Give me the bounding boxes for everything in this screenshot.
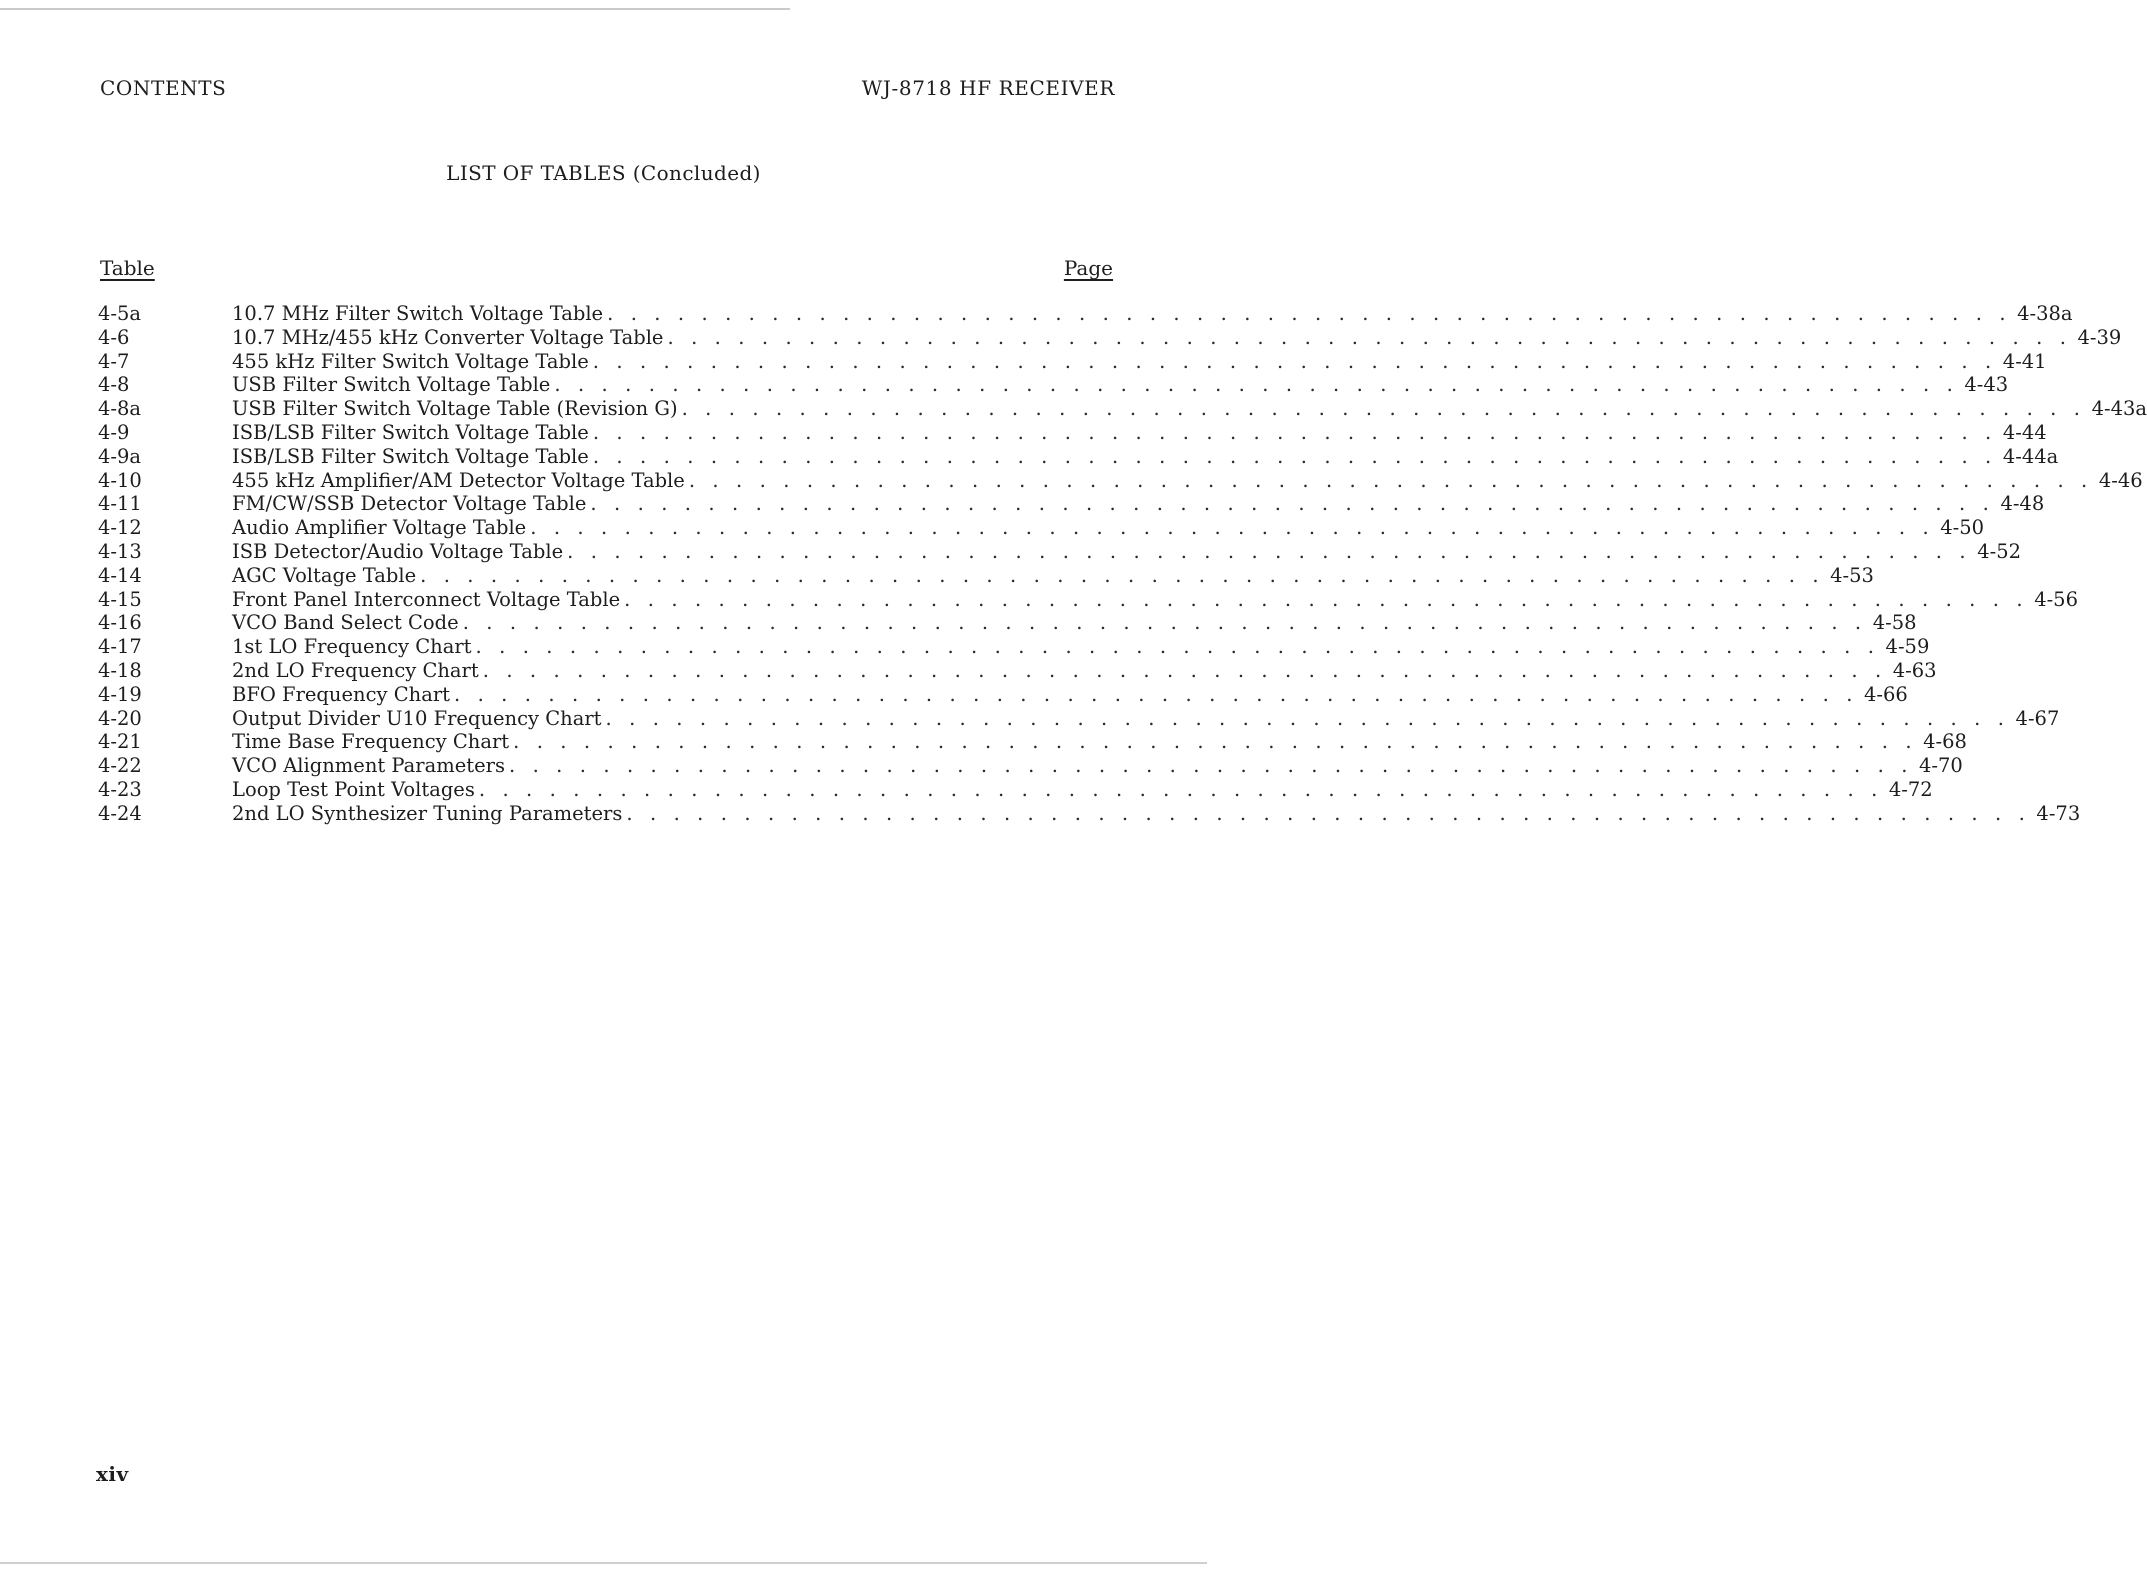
table-number: 4-9a (98, 444, 142, 468)
dot-leader: . . . . . . . . . . . . . . . . . . . . . . . . . . . . . . . . . . . . . . . . . . . . . . . . . . . . . . . . . . . . (482, 658, 1887, 682)
list-item (98, 730, 1967, 754)
list-item (98, 706, 2060, 731)
table-number: 4-15 (98, 587, 142, 611)
table-number: 4-8 (98, 373, 130, 397)
page-number: xiv (96, 1462, 129, 1486)
running-header-section: CONTENTS (100, 76, 227, 100)
list-item (98, 587, 2078, 612)
table-title: 2nd LO Synthesizer Tuning Parameters (232, 801, 623, 825)
page-reference: 4-41 (2002, 349, 2047, 373)
dot-leader: . . . . . . . . . . . . . . . . . . . . . . . . . . . . . . . . . . . . . . . . . . . . . . . . . . . . . . . . . . . . (607, 302, 2012, 325)
table-title: 10.7 MHz/455 kHz Converter Voltage Table (232, 325, 664, 349)
page-reference: 4-43a (2091, 397, 2147, 421)
dot-leader: . . . . . . . . . . . . . . . . . . . . . . . . . . . . . . . . . . . . . . . . . . . . . . . . . . . . . . . . . . . . (688, 468, 2093, 492)
list-item (98, 611, 1917, 635)
list-item (98, 302, 2073, 326)
page-reference: 4-56 (2034, 587, 2078, 611)
table-number: 4-14 (98, 563, 142, 587)
table-number: 4-19 (98, 682, 142, 706)
dot-leader: . . . . . . . . . . . . . . . . . . . . . . . . . . . . . . . . . . . . . . . . . . . . . . . . . . . . . . . . . . . . (478, 777, 1883, 801)
table-number: 4-16 (98, 611, 142, 635)
page-reference: 4-59 (1885, 635, 1930, 659)
dot-leader: . . . . . . . . . . . . . . . . . . . . . . . . . . . . . . . . . . . . . . . . . . . . . . . . . . . . . . . . . . . . (567, 539, 1972, 563)
list-title: LIST OF TABLES (Concluded) (446, 161, 761, 185)
scan-edge-bottom (0, 1562, 1207, 1564)
dot-leader: . . . . . . . . . . . . . . . . . . . . . . . . . . . . . . . . . . . . . . . . . . . . . . . . . . . . . . . . . . . . (513, 730, 1918, 754)
table-title: VCO Alignment Parameters (232, 754, 505, 778)
table-title: ISB Detector/Audio Voltage Table (232, 539, 564, 563)
page-reference: 4-50 (1940, 516, 1985, 540)
list-item (98, 539, 2022, 564)
table-number: 4-9 (98, 420, 130, 444)
list-item (98, 444, 2059, 469)
page-reference: 4-52 (1977, 539, 2022, 563)
list-item (98, 468, 2143, 493)
page-reference: 4-44 (2002, 420, 2047, 444)
table-title: Output Divider U10 Frequency Chart (232, 706, 602, 730)
table-title: Time Base Frequency Chart (232, 730, 510, 754)
list-item (98, 397, 2147, 421)
table-number: 4-8a (98, 397, 142, 421)
dot-leader: . . . . . . . . . . . . . . . . . . . . . . . . . . . . . . . . . . . . . . . . . . . . . . . . . . . . . . . . . . . . (605, 706, 2010, 730)
page-reference: 4-46 (2098, 468, 2143, 492)
table-number: 4-12 (98, 516, 142, 540)
list-item (98, 658, 1937, 683)
table-title: USB Filter Switch Voltage Table (232, 373, 551, 397)
list-item (98, 325, 2122, 350)
page-reference: 4-58 (1872, 611, 1917, 635)
list-item (98, 516, 1985, 540)
page-reference: 4-53 (1830, 563, 1874, 587)
list-item (98, 349, 2047, 374)
page-column-header: Page (1063, 256, 1113, 280)
dot-leader: . . . . . . . . . . . . . . . . . . . . . . . . . . . . . . . . . . . . . . . . . . . . . . . . . . . . . . . . . . . . (592, 420, 1997, 444)
running-header-title: WJ-8718 HF RECEIVER (861, 76, 1115, 100)
page-reference: 4-43 (1964, 373, 2009, 397)
table-title: 455 kHz Amplifier/AM Detector Voltage Table (232, 468, 685, 492)
table-number: 4-17 (98, 635, 142, 659)
page-reference: 4-70 (1919, 754, 1963, 778)
list-item (98, 777, 1933, 802)
dot-leader: . . . . . . . . . . . . . . . . . . . . . . . . . . . . . . . . . . . . . . . . . . . . . . . . . . . . . . . . . . . . (681, 397, 2086, 421)
dot-leader: . . . . . . . . . . . . . . . . . . . . . . . . . . . . . . . . . . . . . . . . . . . . . . . . . . . . . . . . . . . . (626, 801, 2031, 825)
table-title: AGC Voltage Table (232, 563, 417, 587)
table-title: ISB/LSB Filter Switch Voltage Table (232, 420, 589, 444)
page-reference: 4-73 (2036, 801, 2081, 825)
table-title: Loop Test Point Voltages (232, 777, 475, 801)
dot-leader: . . . . . . . . . . . . . . . . . . . . . . . . . . . . . . . . . . . . . . . . . . . . . . . . . . . . . . . . . . . . (624, 587, 2029, 611)
dot-leader: . . . . . . . . . . . . . . . . . . . . . . . . . . . . . . . . . . . . . . . . . . . . . . . . . . . . . . . . . . . . (453, 682, 1859, 706)
dot-leader: . . . . . . . . . . . . . . . . . . . . . . . . . . . . . . . . . . . . . . . . . . . . . . . . . . . . . . . . . . . . (590, 492, 1995, 516)
page-reference: 4-48 (2000, 492, 2045, 516)
table-number: 4-11 (98, 492, 142, 516)
table-title: Audio Amplifier Voltage Table (232, 516, 527, 540)
dot-leader: . . . . . . . . . . . . . . . . . . . . . . . . . . . . . . . . . . . . . . . . . . . . . . . . . . . . . . . . . . . . (667, 325, 2072, 349)
table-title: 455 kHz Filter Switch Voltage Table (232, 349, 589, 373)
list-item (98, 492, 2045, 516)
table-title: BFO Frequency Chart (232, 682, 450, 706)
table-title: USB Filter Switch Voltage Table (Revision G) (232, 397, 678, 421)
table-number: 4-24 (98, 801, 142, 825)
list-item (98, 682, 1908, 707)
table-title: 1st LO Frequency Chart (232, 635, 472, 659)
page-reference: 4-66 (1864, 682, 1908, 706)
page-reference: 4-44a (2002, 444, 2059, 468)
dot-leader: . . . . . . . . . . . . . . . . . . . . . . . . . . . . . . . . . . . . . . . . . . . . . . . . . . . . . . . . . . . . (530, 516, 1935, 540)
list-item (98, 373, 2009, 397)
table-number: 4-5a (98, 302, 142, 325)
page-reference: 4-39 (2077, 325, 2122, 349)
table-number: 4-7 (98, 349, 130, 373)
page-reference: 4-72 (1888, 777, 1933, 801)
page-reference: 4-68 (1923, 730, 1967, 754)
table-title: Front Panel Interconnect Voltage Table (232, 587, 621, 611)
scan-edge-top (0, 8, 790, 10)
page-reference: 4-67 (2015, 706, 2060, 730)
table-title: 10.7 MHz Filter Switch Voltage Table (232, 302, 604, 325)
list-item (98, 563, 1874, 588)
table-number: 4-13 (98, 539, 142, 563)
dot-leader: . . . . . . . . . . . . . . . . . . . . . . . . . . . . . . . . . . . . . . . . . . . . . . . . . . . . . . . . . . . . (592, 444, 1997, 468)
table-title: VCO Band Select Code (232, 611, 459, 635)
table-of-contents-list (98, 302, 2147, 826)
page-reference: 4-38a (2017, 302, 2073, 325)
table-number: 4-22 (98, 754, 142, 778)
dot-leader: . . . . . . . . . . . . . . . . . . . . . . . . . . . . . . . . . . . . . . . . . . . . . . . . . . . . . . . . . . . . (462, 611, 1867, 635)
dot-leader: . . . . . . . . . . . . . . . . . . . . . . . . . . . . . . . . . . . . . . . . . . . . . . . . . . . . . . . . . . . . (592, 349, 1997, 373)
page-reference: 4-63 (1892, 658, 1937, 682)
list-item (98, 420, 2047, 445)
list-item (98, 635, 1930, 659)
dot-leader: . . . . . . . . . . . . . . . . . . . . . . . . . . . . . . . . . . . . . . . . . . . . . . . . . . . . . . . . . . . . (508, 754, 1913, 778)
table-number: 4-20 (98, 706, 142, 730)
table-number: 4-23 (98, 777, 142, 801)
dot-leader: . . . . . . . . . . . . . . . . . . . . . . . . . . . . . . . . . . . . . . . . . . . . . . . . . . . . . . . . . . . . (554, 373, 1959, 397)
list-item (98, 754, 1963, 778)
table-number: 4-21 (98, 730, 142, 754)
dot-leader: . . . . . . . . . . . . . . . . . . . . . . . . . . . . . . . . . . . . . . . . . . . . . . . . . . . . . . . . . . . . (475, 635, 1880, 659)
table-title: ISB/LSB Filter Switch Voltage Table (232, 444, 589, 468)
table-column-header: Table (100, 256, 155, 280)
list-item (98, 801, 2081, 826)
table-number: 4-6 (98, 325, 130, 349)
table-number: 4-18 (98, 658, 142, 682)
table-title: FM/CW/SSB Detector Voltage Table (232, 492, 587, 516)
dot-leader: . . . . . . . . . . . . . . . . . . . . . . . . . . . . . . . . . . . . . . . . . . . . . . . . . . . . . . . . . . . . (420, 563, 1825, 587)
table-number: 4-10 (98, 468, 142, 492)
table-title: 2nd LO Frequency Chart (232, 658, 479, 682)
